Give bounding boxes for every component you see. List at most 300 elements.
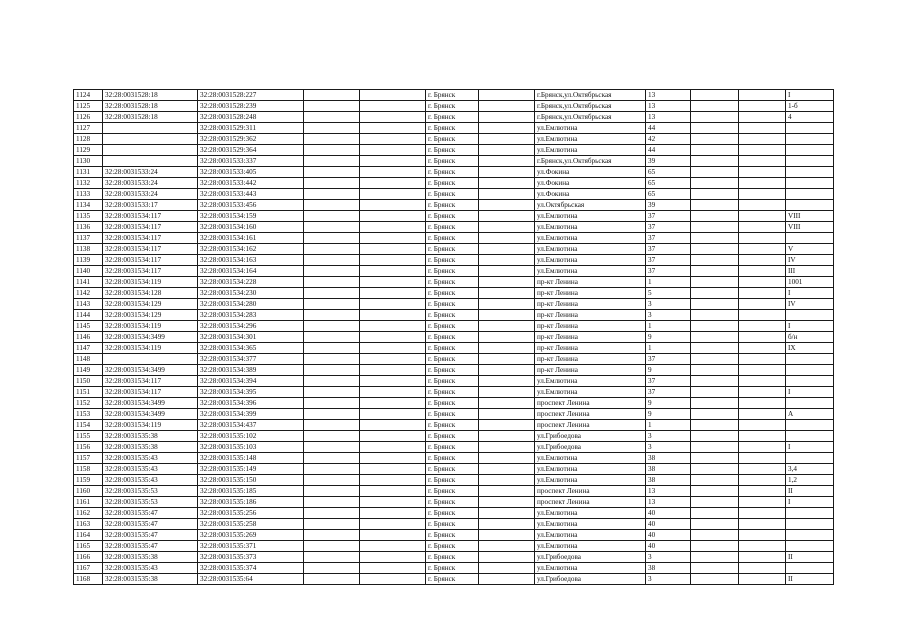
cell-object-cadastral-number: 32:28:0031534:161 — [198, 233, 304, 244]
cell-column-4 — [304, 343, 360, 354]
cell-column-4 — [304, 310, 360, 321]
cell-column-11 — [739, 343, 786, 354]
cell-premises-number: I — [786, 497, 834, 508]
cell-street: ул.Емлютина — [535, 563, 646, 574]
cell-column-11 — [739, 200, 786, 211]
cell-column-4 — [304, 321, 360, 332]
cell-column-10 — [691, 255, 739, 266]
cell-column-11 — [739, 211, 786, 222]
cell-column-10 — [691, 299, 739, 310]
cell-land-cadastral-number: 32:28:0031535:38 — [103, 574, 198, 585]
cell-city: г. Брянск — [426, 178, 479, 189]
cell-row-number: 1141 — [74, 277, 103, 288]
cell-column-7 — [479, 189, 535, 200]
cell-object-cadastral-number: 32:28:0031534:437 — [198, 420, 304, 431]
cell-city: г. Брянск — [426, 420, 479, 431]
cell-premises-number: б/н — [786, 332, 834, 343]
cell-column-11 — [739, 387, 786, 398]
cell-column-10 — [691, 486, 739, 497]
cell-column-7 — [479, 508, 535, 519]
cell-column-5 — [360, 453, 426, 464]
cell-column-10 — [691, 530, 739, 541]
cell-house-number: 37 — [646, 211, 691, 222]
cell-column-4 — [304, 222, 360, 233]
cell-column-7 — [479, 530, 535, 541]
cell-premises-number — [786, 354, 834, 365]
cell-column-10 — [691, 134, 739, 145]
cell-street: пр-кт Ленина — [535, 288, 646, 299]
cell-premises-number: IX — [786, 343, 834, 354]
cell-object-cadastral-number: 32:28:0031534:395 — [198, 387, 304, 398]
cell-column-7 — [479, 453, 535, 464]
cell-column-11 — [739, 541, 786, 552]
cell-street: пр-кт Ленина — [535, 310, 646, 321]
cell-column-11 — [739, 475, 786, 486]
cell-house-number: 40 — [646, 508, 691, 519]
cell-street: пр-кт Ленина — [535, 277, 646, 288]
cell-object-cadastral-number: 32:28:0031534:296 — [198, 321, 304, 332]
table-row — [74, 486, 834, 497]
cell-column-11 — [739, 321, 786, 332]
cell-row-number: 1145 — [74, 321, 103, 332]
cell-column-5 — [360, 431, 426, 442]
cell-column-10 — [691, 519, 739, 530]
cell-street: пр-кт Ленина — [535, 321, 646, 332]
cell-row-number: 1151 — [74, 387, 103, 398]
cell-street: проспект Ленина — [535, 420, 646, 431]
cell-column-10 — [691, 376, 739, 387]
cell-object-cadastral-number: 32:28:0031534:230 — [198, 288, 304, 299]
cell-row-number: 1139 — [74, 255, 103, 266]
cell-column-5 — [360, 552, 426, 563]
table-row — [74, 541, 834, 552]
cell-land-cadastral-number: 32:28:0031528:18 — [103, 90, 198, 101]
cell-house-number: 13 — [646, 112, 691, 123]
table-row — [74, 321, 834, 332]
cell-column-10 — [691, 574, 739, 585]
cell-land-cadastral-number: 32:28:0031535:47 — [103, 530, 198, 541]
cell-city: г. Брянск — [426, 123, 479, 134]
cell-column-5 — [360, 376, 426, 387]
cell-object-cadastral-number: 32:28:0031535:258 — [198, 519, 304, 530]
cell-column-10 — [691, 409, 739, 420]
cell-column-7 — [479, 222, 535, 233]
cell-street: пр-кт Ленина — [535, 332, 646, 343]
cell-object-cadastral-number: 32:28:0031533:405 — [198, 167, 304, 178]
cell-row-number: 1165 — [74, 541, 103, 552]
cell-premises-number: 1,2 — [786, 475, 834, 486]
cell-street: ул.Емлютина — [535, 519, 646, 530]
cell-row-number: 1148 — [74, 354, 103, 365]
cell-column-7 — [479, 519, 535, 530]
cell-land-cadastral-number: 32:28:0031534:117 — [103, 244, 198, 255]
cell-column-4 — [304, 255, 360, 266]
cell-column-4 — [304, 90, 360, 101]
cell-row-number: 1124 — [74, 90, 103, 101]
cell-street: проспект Ленина — [535, 497, 646, 508]
cell-column-11 — [739, 464, 786, 475]
cell-city: г. Брянск — [426, 244, 479, 255]
cell-city: г. Брянск — [426, 189, 479, 200]
cell-city: г. Брянск — [426, 156, 479, 167]
cell-land-cadastral-number: 32:28:0031535:43 — [103, 475, 198, 486]
cell-row-number: 1152 — [74, 398, 103, 409]
cell-street: ул.Емлютина — [535, 255, 646, 266]
table-row — [74, 354, 834, 365]
cell-city: г. Брянск — [426, 431, 479, 442]
cell-premises-number: 1001 — [786, 277, 834, 288]
cell-column-5 — [360, 354, 426, 365]
cell-city: г. Брянск — [426, 365, 479, 376]
cell-column-10 — [691, 222, 739, 233]
cell-land-cadastral-number: 32:28:0031528:18 — [103, 112, 198, 123]
cell-premises-number — [786, 519, 834, 530]
cell-column-5 — [360, 156, 426, 167]
cell-land-cadastral-number: 32:28:0031535:38 — [103, 431, 198, 442]
cell-column-5 — [360, 310, 426, 321]
table-row — [74, 475, 834, 486]
cell-house-number: 40 — [646, 541, 691, 552]
cell-row-number: 1156 — [74, 442, 103, 453]
cell-city: г. Брянск — [426, 409, 479, 420]
cell-premises-number — [786, 431, 834, 442]
cell-column-7 — [479, 420, 535, 431]
cell-row-number: 1144 — [74, 310, 103, 321]
cell-column-10 — [691, 420, 739, 431]
cell-premises-number — [786, 453, 834, 464]
cell-row-number: 1140 — [74, 266, 103, 277]
cell-object-cadastral-number: 32:28:0031535:373 — [198, 552, 304, 563]
cell-city: г. Брянск — [426, 288, 479, 299]
cell-land-cadastral-number: 32:28:0031533:24 — [103, 189, 198, 200]
cell-street: ул.Емлютина — [535, 508, 646, 519]
table-row — [74, 387, 834, 398]
cell-object-cadastral-number: 32:28:0031535:185 — [198, 486, 304, 497]
cell-column-4 — [304, 233, 360, 244]
cell-city: г. Брянск — [426, 277, 479, 288]
cell-land-cadastral-number: 32:28:0031534:117 — [103, 211, 198, 222]
cell-house-number: 3 — [646, 552, 691, 563]
cell-column-7 — [479, 442, 535, 453]
cell-row-number: 1166 — [74, 552, 103, 563]
cell-column-11 — [739, 255, 786, 266]
cell-house-number: 38 — [646, 453, 691, 464]
cell-column-4 — [304, 156, 360, 167]
cell-column-10 — [691, 563, 739, 574]
cell-column-7 — [479, 233, 535, 244]
cell-object-cadastral-number: 32:28:0031528:227 — [198, 90, 304, 101]
cell-house-number: 44 — [646, 145, 691, 156]
cell-row-number: 1154 — [74, 420, 103, 431]
cell-column-10 — [691, 90, 739, 101]
cell-column-7 — [479, 299, 535, 310]
cell-column-5 — [360, 189, 426, 200]
cell-house-number: 13 — [646, 486, 691, 497]
cell-column-10 — [691, 365, 739, 376]
cell-city: г. Брянск — [426, 299, 479, 310]
cell-column-7 — [479, 266, 535, 277]
cell-land-cadastral-number — [103, 134, 198, 145]
cell-premises-number — [786, 563, 834, 574]
cell-land-cadastral-number — [103, 354, 198, 365]
cell-house-number: 42 — [646, 134, 691, 145]
cell-street: ул.Емлютина — [535, 123, 646, 134]
cell-object-cadastral-number: 32:28:0031535:102 — [198, 431, 304, 442]
cell-column-10 — [691, 497, 739, 508]
cell-object-cadastral-number: 32:28:0031528:248 — [198, 112, 304, 123]
cell-house-number: 1 — [646, 321, 691, 332]
cell-column-5 — [360, 541, 426, 552]
cell-column-4 — [304, 420, 360, 431]
cell-column-11 — [739, 266, 786, 277]
cell-column-5 — [360, 365, 426, 376]
table-row — [74, 398, 834, 409]
cell-column-7 — [479, 321, 535, 332]
cell-premises-number — [786, 398, 834, 409]
cell-city: г. Брянск — [426, 398, 479, 409]
cell-column-5 — [360, 200, 426, 211]
cell-column-11 — [739, 354, 786, 365]
cell-land-cadastral-number: 32:28:0031534:117 — [103, 387, 198, 398]
cell-column-11 — [739, 233, 786, 244]
cell-column-5 — [360, 387, 426, 398]
cell-column-7 — [479, 365, 535, 376]
cell-land-cadastral-number: 32:28:0031535:47 — [103, 541, 198, 552]
cell-object-cadastral-number: 32:28:0031533:443 — [198, 189, 304, 200]
cell-column-5 — [360, 288, 426, 299]
cell-city: г. Брянск — [426, 266, 479, 277]
cell-premises-number: I — [786, 321, 834, 332]
cell-premises-number — [786, 189, 834, 200]
cell-column-11 — [739, 134, 786, 145]
cell-premises-number — [786, 530, 834, 541]
cell-column-7 — [479, 145, 535, 156]
table-row — [74, 112, 834, 123]
cell-row-number: 1163 — [74, 519, 103, 530]
table-row — [74, 200, 834, 211]
cell-column-4 — [304, 244, 360, 255]
cell-house-number: 5 — [646, 288, 691, 299]
cell-house-number: 1 — [646, 420, 691, 431]
cell-premises-number: II — [786, 486, 834, 497]
cell-column-5 — [360, 442, 426, 453]
table-row — [74, 365, 834, 376]
cell-house-number: 37 — [646, 266, 691, 277]
cell-column-4 — [304, 442, 360, 453]
cell-column-4 — [304, 277, 360, 288]
cell-row-number: 1147 — [74, 343, 103, 354]
cell-city: г. Брянск — [426, 343, 479, 354]
cell-premises-number: I — [786, 288, 834, 299]
cell-object-cadastral-number: 32:28:0031534:163 — [198, 255, 304, 266]
cell-street: ул.Фокина — [535, 178, 646, 189]
cell-premises-number — [786, 310, 834, 321]
cell-column-10 — [691, 112, 739, 123]
cell-column-10 — [691, 156, 739, 167]
cell-row-number: 1158 — [74, 464, 103, 475]
cell-row-number: 1168 — [74, 574, 103, 585]
cell-column-11 — [739, 420, 786, 431]
table-row — [74, 233, 834, 244]
cell-row-number: 1155 — [74, 431, 103, 442]
cell-row-number: 1126 — [74, 112, 103, 123]
cell-row-number: 1133 — [74, 189, 103, 200]
cell-column-4 — [304, 167, 360, 178]
cell-street: ул.Фокина — [535, 167, 646, 178]
cell-house-number: 39 — [646, 200, 691, 211]
cell-object-cadastral-number: 32:28:0031534:396 — [198, 398, 304, 409]
cell-column-7 — [479, 134, 535, 145]
cell-object-cadastral-number: 32:28:0031534:399 — [198, 409, 304, 420]
cell-column-7 — [479, 343, 535, 354]
cell-column-5 — [360, 420, 426, 431]
cell-column-4 — [304, 541, 360, 552]
cell-row-number: 1157 — [74, 453, 103, 464]
cell-row-number: 1128 — [74, 134, 103, 145]
table-row — [74, 376, 834, 387]
cell-column-5 — [360, 90, 426, 101]
cell-column-11 — [739, 376, 786, 387]
cell-column-7 — [479, 475, 535, 486]
table-row — [74, 442, 834, 453]
cell-land-cadastral-number: 32:28:0031535:43 — [103, 563, 198, 574]
cell-object-cadastral-number: 32:28:0031535:150 — [198, 475, 304, 486]
cell-premises-number — [786, 541, 834, 552]
cell-object-cadastral-number: 32:28:0031535:269 — [198, 530, 304, 541]
cell-house-number: 3 — [646, 574, 691, 585]
cell-column-7 — [479, 178, 535, 189]
cell-land-cadastral-number: 32:28:0031535:38 — [103, 442, 198, 453]
cell-house-number: 37 — [646, 387, 691, 398]
cell-premises-number — [786, 365, 834, 376]
cell-column-7 — [479, 112, 535, 123]
cell-object-cadastral-number: 32:28:0031535:64 — [198, 574, 304, 585]
cell-premises-number — [786, 156, 834, 167]
cell-street: ул.Грибоедова — [535, 552, 646, 563]
cell-column-7 — [479, 255, 535, 266]
cell-premises-number: II — [786, 574, 834, 585]
cell-column-5 — [360, 233, 426, 244]
cell-object-cadastral-number: 32:28:0031533:442 — [198, 178, 304, 189]
cell-column-7 — [479, 288, 535, 299]
cell-premises-number: 3,4 — [786, 464, 834, 475]
cell-column-10 — [691, 453, 739, 464]
cell-column-4 — [304, 145, 360, 156]
table-row — [74, 167, 834, 178]
cell-premises-number — [786, 376, 834, 387]
cell-house-number: 1 — [646, 343, 691, 354]
cell-column-4 — [304, 574, 360, 585]
cell-column-7 — [479, 211, 535, 222]
cell-row-number: 1142 — [74, 288, 103, 299]
table-row — [74, 299, 834, 310]
cell-column-4 — [304, 464, 360, 475]
cell-object-cadastral-number: 32:28:0031529:362 — [198, 134, 304, 145]
cell-premises-number: II — [786, 552, 834, 563]
cell-column-7 — [479, 101, 535, 112]
cell-city: г. Брянск — [426, 574, 479, 585]
cell-column-4 — [304, 519, 360, 530]
cell-column-11 — [739, 519, 786, 530]
cell-street: ул.Емлютина — [535, 541, 646, 552]
cell-column-7 — [479, 332, 535, 343]
cell-column-10 — [691, 387, 739, 398]
cell-column-7 — [479, 486, 535, 497]
cell-column-7 — [479, 552, 535, 563]
cell-column-5 — [360, 134, 426, 145]
cell-column-11 — [739, 497, 786, 508]
cell-row-number: 1132 — [74, 178, 103, 189]
cell-object-cadastral-number: 32:28:0031528:239 — [198, 101, 304, 112]
cell-column-10 — [691, 354, 739, 365]
cell-city: г. Брянск — [426, 442, 479, 453]
cell-column-5 — [360, 464, 426, 475]
cell-object-cadastral-number: 32:28:0031534:283 — [198, 310, 304, 321]
cell-object-cadastral-number: 32:28:0031535:256 — [198, 508, 304, 519]
cell-column-7 — [479, 431, 535, 442]
cell-house-number: 37 — [646, 233, 691, 244]
cell-row-number: 1159 — [74, 475, 103, 486]
cell-premises-number — [786, 134, 834, 145]
cell-row-number: 1162 — [74, 508, 103, 519]
cell-object-cadastral-number: 32:28:0031534:280 — [198, 299, 304, 310]
cell-column-7 — [479, 464, 535, 475]
cell-column-10 — [691, 332, 739, 343]
cell-land-cadastral-number: 32:28:0031534:3499 — [103, 398, 198, 409]
cell-object-cadastral-number: 32:28:0031529:364 — [198, 145, 304, 156]
table-row — [74, 288, 834, 299]
cell-row-number: 1143 — [74, 299, 103, 310]
cell-column-4 — [304, 497, 360, 508]
cell-street: ул.Грибоедова — [535, 431, 646, 442]
cell-street: ул.Емлютина — [535, 475, 646, 486]
cell-column-7 — [479, 563, 535, 574]
cell-column-10 — [691, 244, 739, 255]
cell-column-5 — [360, 343, 426, 354]
cell-column-5 — [360, 244, 426, 255]
cell-premises-number: V — [786, 244, 834, 255]
table-row — [74, 277, 834, 288]
cell-land-cadastral-number: 32:28:0031534:119 — [103, 420, 198, 431]
cell-column-7 — [479, 376, 535, 387]
cell-column-7 — [479, 398, 535, 409]
cell-land-cadastral-number: 32:28:0031535:47 — [103, 508, 198, 519]
cell-column-7 — [479, 541, 535, 552]
cell-city: г. Брянск — [426, 167, 479, 178]
cell-land-cadastral-number: 32:28:0031535:53 — [103, 497, 198, 508]
cell-column-11 — [739, 409, 786, 420]
cell-column-7 — [479, 90, 535, 101]
cell-column-5 — [360, 299, 426, 310]
cell-column-4 — [304, 189, 360, 200]
cell-land-cadastral-number: 32:28:0031534:117 — [103, 222, 198, 233]
cell-object-cadastral-number: 32:28:0031535:149 — [198, 464, 304, 475]
cell-street: проспект Ленина — [535, 398, 646, 409]
cell-column-10 — [691, 178, 739, 189]
cell-column-10 — [691, 343, 739, 354]
cell-column-5 — [360, 123, 426, 134]
table-row — [74, 178, 834, 189]
cell-city: г. Брянск — [426, 530, 479, 541]
table-row — [74, 409, 834, 420]
cell-city: г. Брянск — [426, 145, 479, 156]
cell-column-7 — [479, 497, 535, 508]
cell-column-5 — [360, 145, 426, 156]
cell-row-number: 1130 — [74, 156, 103, 167]
cell-house-number: 9 — [646, 398, 691, 409]
cell-column-10 — [691, 200, 739, 211]
cell-column-10 — [691, 266, 739, 277]
